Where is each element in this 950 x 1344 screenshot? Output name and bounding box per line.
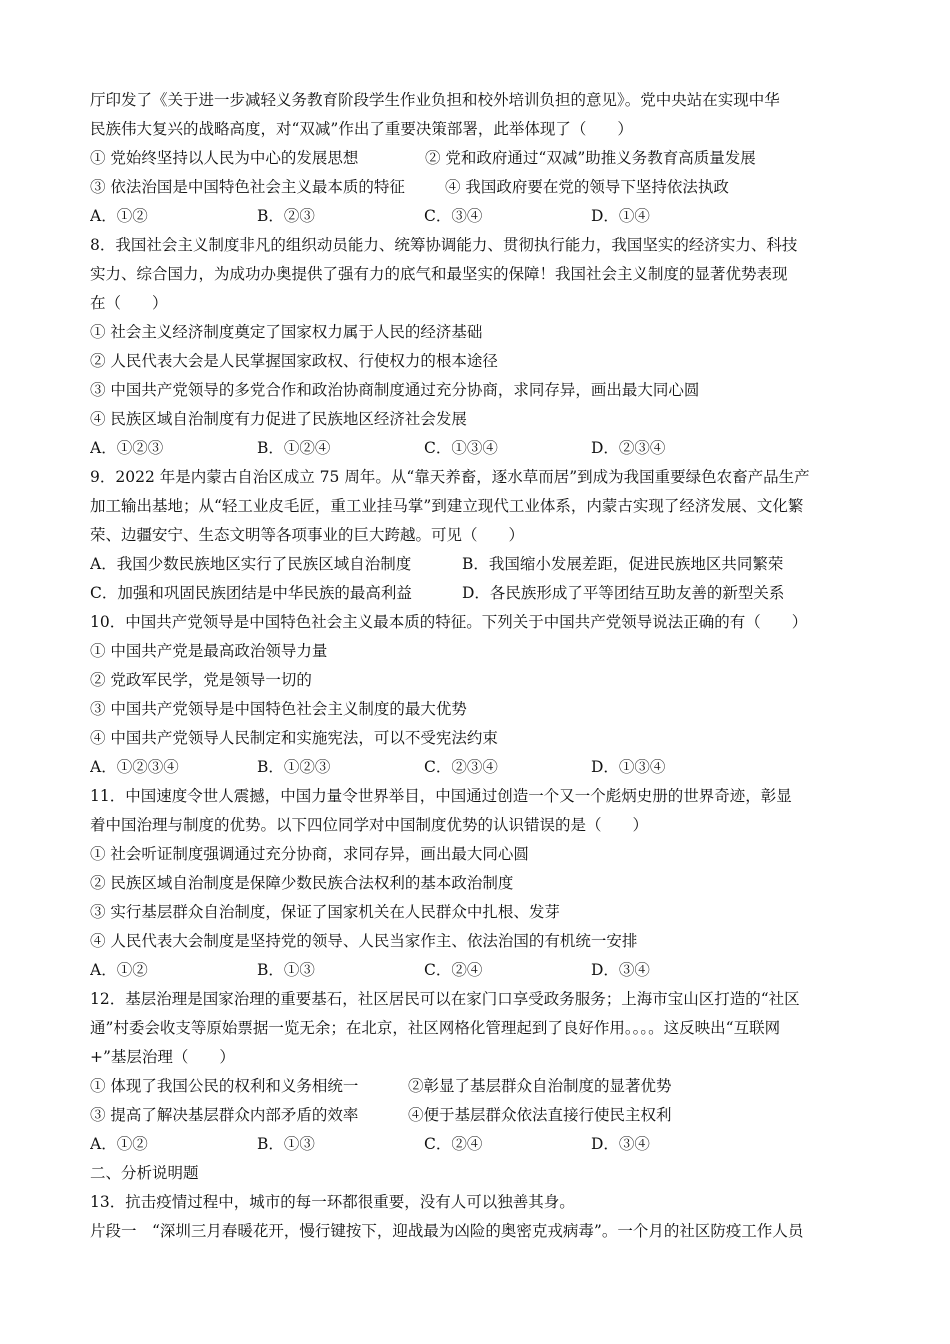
q8-statement-2: ② 人民代表大会是人民掌握国家政权、行使权力的根本途径 xyxy=(90,352,498,370)
q12-statement-2: ②彰显了基层群众自治制度的显著优势 xyxy=(408,1077,672,1095)
q10-option-c[interactable]: C．②③④ xyxy=(424,758,498,776)
q7-option-d[interactable]: D．①④ xyxy=(591,207,650,225)
q9-option-a[interactable]: A．我国少数民族地区实行了民族区域自治制度 xyxy=(90,555,412,573)
q10-option-b[interactable]: B．①②③ xyxy=(257,758,331,776)
q7-option-b[interactable]: B．②③ xyxy=(257,207,315,225)
q7-stem-line-2: 民族伟大复兴的战略高度，对“双减”作出了重要决策部署，此举体现了（ ） xyxy=(90,120,633,138)
q9-option-b[interactable]: B．我国缩小发展差距，促进民族地区共同繁荣 xyxy=(462,555,784,573)
q11-statement-4: ④ 人民代表大会制度是坚持党的领导、人民当家作主、依法治国的有机统一安排 xyxy=(90,932,638,950)
q12-statements-row-2 xyxy=(90,1101,870,1130)
q12-option-a[interactable]: A．①② xyxy=(90,1135,148,1153)
q9-options-row-2 xyxy=(90,579,870,608)
q8-stem-line-2: 实力、综合国力，为成功办奥提供了强有力的底气和最坚实的保障！我国社会主义制度的显著优势表现 xyxy=(90,265,788,283)
q11-option-c[interactable]: C．②④ xyxy=(424,961,483,979)
q8-statement-1: ① 社会主义经济制度奠定了国家权力属于人民的经济基础 xyxy=(90,323,483,341)
q8-statement-4: ④ 民族区域自治制度有力促进了民族地区经济社会发展 xyxy=(90,410,467,428)
q7-option-c[interactable]: C．③④ xyxy=(424,207,483,225)
q8-option-b[interactable]: B．①②④ xyxy=(257,439,331,457)
q7-statements-row-1 xyxy=(90,144,870,173)
q11-statement-2: ② 民族区域自治制度是保障少数民族合法权利的基本政治制度 xyxy=(90,874,514,892)
q12-statement-3: ③ 提高了解决基层群众内部矛盾的效率 xyxy=(90,1106,359,1124)
q12-option-c[interactable]: C．②④ xyxy=(424,1135,483,1153)
q10-options xyxy=(90,753,870,782)
q10-stem: 10．中国共产党领导是中国特色社会主义最本质的特征。下列关于中国共产党领导说法正确的有（ ） xyxy=(90,613,808,631)
q10-statement-4: ④ 中国共产党领导人民制定和实施宪法，可以不受宪法约束 xyxy=(90,729,498,747)
q9-option-c[interactable]: C．加强和巩固民族团结是中华民族的最高利益 xyxy=(90,584,412,602)
q12-stem-line-1: 12．基层治理是国家治理的重要基石，社区居民可以在家门口享受政务服务；上海市宝山区打造的“社区 xyxy=(90,990,800,1008)
q9-options-row-1 xyxy=(90,550,870,579)
q9-stem-line-1: 9．2022 年是内蒙古自治区成立 75 周年。从“靠天养畜，逐水草而居”到成为我国重要绿色农畜产品生产 xyxy=(90,468,810,486)
q11-option-b[interactable]: B．①③ xyxy=(257,961,315,979)
q12-option-d[interactable]: D．③④ xyxy=(591,1135,650,1153)
q7-options xyxy=(90,202,870,231)
q10-statement-3: ③ 中国共产党领导是中国特色社会主义制度的最大优势 xyxy=(90,700,467,718)
q8-stem-line-3: 在（ ） xyxy=(90,294,168,312)
q9-stem-line-3: 荣、边疆安宁、生态文明等各项事业的巨大跨越。可见（ ） xyxy=(90,526,525,544)
q12-stem-line-3: +”基层治理（ ） xyxy=(90,1048,235,1066)
q11-stem-line-2: 着中国治理与制度的优势。以下四位同学对中国制度优势的认识错误的是（ ） xyxy=(90,816,649,834)
q8-option-c[interactable]: C．①③④ xyxy=(424,439,498,457)
q9-option-d[interactable]: D．各民族形成了平等团结互助友善的新型关系 xyxy=(462,584,785,602)
q12-statement-1: ① 体现了我国公民的权利和义务相统一 xyxy=(90,1077,359,1095)
q7-statement-4: ④ 我国政府要在党的领导下坚持依法执政 xyxy=(445,178,729,196)
q7-statements-row-2 xyxy=(90,173,870,202)
q11-options xyxy=(90,956,870,985)
q7-stem-line-1: 厅印发了《关于进一步减轻义务教育阶段学生作业负担和校外培训负担的意见》。党中央站在实现中华 xyxy=(90,91,780,109)
exam-content xyxy=(90,86,870,1246)
q7-statement-2: ② 党和政府通过“双减”助推义务教育高质量发展 xyxy=(425,149,756,167)
q10-statement-2: ② 党政军民学，党是领导一切的 xyxy=(90,671,312,689)
q8-option-a[interactable]: A．①②③ xyxy=(90,439,164,457)
q12-statements-row-1 xyxy=(90,1072,870,1101)
q8-statement-3: ③ 中国共产党领导的多党合作和政治协商制度通过充分协商，求同存异，画出最大同心圆 xyxy=(90,381,700,399)
q12-statement-4: ④便于基层群众依法直接行使民主权利 xyxy=(408,1106,672,1124)
q7-option-a[interactable]: A．①② xyxy=(90,207,148,225)
q11-stem-line-1: 11．中国速度令世人震撼，中国力量令世界举目，中国通过创造一个又一个彪炳史册的世界奇迹，彰显 xyxy=(90,787,792,805)
q12-option-b[interactable]: B．①③ xyxy=(257,1135,315,1153)
q10-option-d[interactable]: D．①③④ xyxy=(591,758,666,776)
q8-stem-line-1: 8．我国社会主义制度非凡的组织动员能力、统筹协调能力、贯彻执行能力，我国坚实的经济实力、科技 xyxy=(90,236,798,254)
q11-option-a[interactable]: A．①② xyxy=(90,961,148,979)
q7-statement-3: ③ 依法治国是中国特色社会主义最本质的特征 xyxy=(90,178,405,196)
q12-options xyxy=(90,1130,870,1159)
q8-options xyxy=(90,434,870,463)
q8-option-d[interactable]: D．②③④ xyxy=(591,439,666,457)
q13-excerpt-1: 片段一 “深圳三月春暖花开，慢行键按下，迎战最为凶险的奥密克戎病毒”。一个月的社区防疫工作人员 xyxy=(90,1222,804,1240)
section-2-title: 二、分析说明题 xyxy=(90,1164,199,1182)
q9-stem-line-2: 加工输出基地；从“轻工业皮毛匠，重工业挂马掌”到建立现代工业体系，内蒙古实现了经济发展、文化繁 xyxy=(90,497,804,515)
q11-statement-1: ① 社会听证制度强调通过充分协商，求同存异，画出最大同心圆 xyxy=(90,845,529,863)
q10-option-a[interactable]: A．①②③④ xyxy=(90,758,179,776)
q7-statement-1: ① 党始终坚持以人民为中心的发展思想 xyxy=(90,149,359,167)
q10-statement-1: ① 中国共产党是最高政治领导力量 xyxy=(90,642,328,660)
q13-stem: 13．抗击疫情过程中，城市的每一环都很重要，没有人可以独善其身。 xyxy=(90,1193,575,1211)
q11-option-d[interactable]: D．③④ xyxy=(591,961,650,979)
q11-statement-3: ③ 实行基层群众自治制度，保证了国家机关在人民群众中扎根、发芽 xyxy=(90,903,560,921)
q12-stem-line-2: 通”村委会收支等原始票据一览无余；在北京，社区网格化管理起到了良好作用。。。。这反映出“互联网 xyxy=(90,1019,781,1037)
